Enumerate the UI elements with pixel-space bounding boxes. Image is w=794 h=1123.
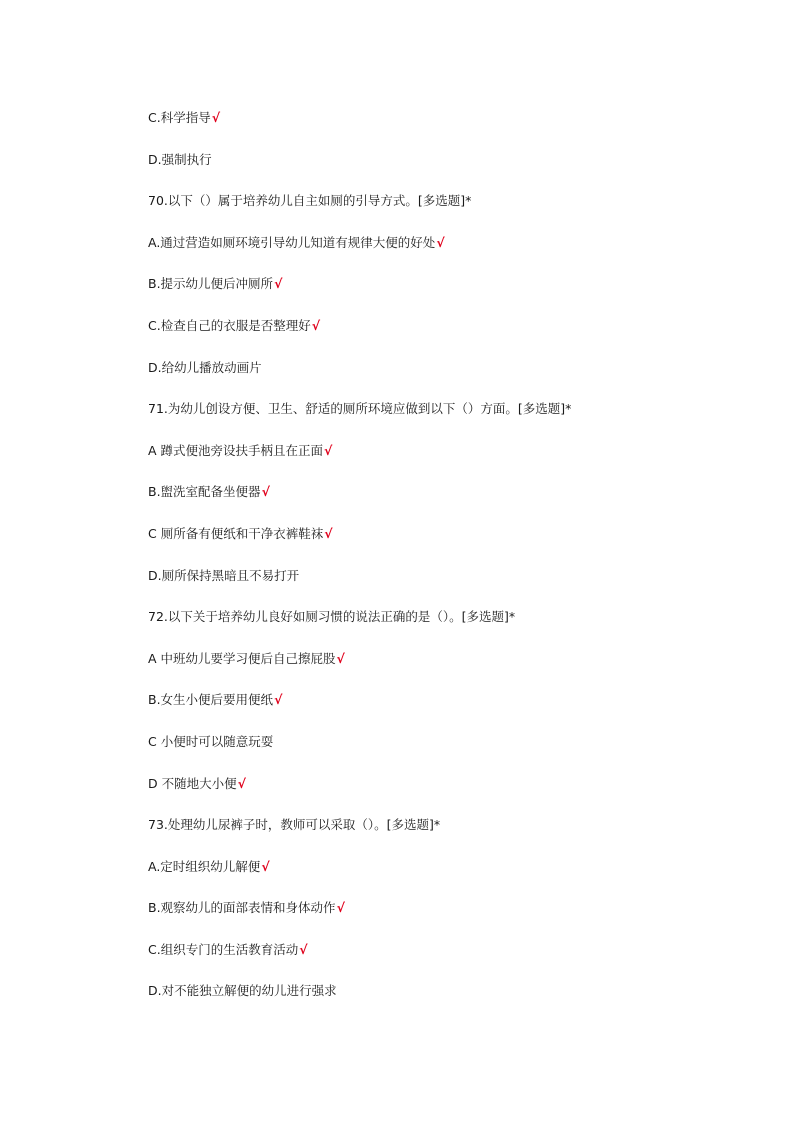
answer-option <box>148 690 748 732</box>
question-label: 70.以下（）属于培养幼儿自主如厕的引导方式。[多选题]* <box>148 193 472 209</box>
question-label: 73.处理幼儿尿裤子时，教师可以采取（）。[多选题]* <box>148 817 441 833</box>
option-label: A.定时组织幼儿解便 <box>148 858 261 874</box>
option-label: B.提示幼儿便后冲厕所 <box>148 276 274 292</box>
question-text <box>148 607 748 649</box>
option-label: B.观察幼儿的面部表情和身体动作 <box>148 900 336 916</box>
answer-option <box>148 774 748 816</box>
answer-option <box>148 441 748 483</box>
answer-option <box>148 649 748 691</box>
answer-option <box>148 274 748 316</box>
check-mark-icon: √ <box>436 234 445 250</box>
answer-option <box>148 940 748 982</box>
option-label: A.通过营造如厕环境引导幼儿知道有规律大便的好处 <box>148 234 436 250</box>
check-mark-icon: √ <box>324 442 333 458</box>
question-text <box>148 815 748 857</box>
check-mark-icon: √ <box>211 110 221 125</box>
check-mark-icon: √ <box>261 858 270 874</box>
document-page <box>148 108 748 1023</box>
check-mark-icon: √ <box>237 775 246 791</box>
option-label: A 蹲式便池旁设扶手柄且在正面 <box>148 442 324 458</box>
question-text <box>148 191 748 233</box>
answer-option <box>148 150 748 192</box>
option-label: C.检查自己的衣服是否整理好 <box>148 317 311 333</box>
check-mark-icon: √ <box>261 484 270 500</box>
option-label: D.厕所保持黑暗且不易打开 <box>148 567 300 583</box>
check-mark-icon: √ <box>336 650 345 666</box>
option-label: D 不随地大小便 <box>148 775 237 791</box>
answer-option <box>148 566 748 608</box>
option-label: A 中班幼儿要学习便后自己擦屁股 <box>148 650 336 666</box>
answer-option <box>148 981 748 1023</box>
check-mark-icon: √ <box>336 900 345 916</box>
check-mark-icon: √ <box>311 317 321 333</box>
option-label: C 小便时可以随意玩耍 <box>148 733 274 749</box>
question-text <box>148 399 748 441</box>
check-mark-icon: √ <box>274 276 283 292</box>
answer-option <box>148 316 748 358</box>
question-label: 71.为幼儿创设方便、卫生、舒适的厕所环境应做到以下（）方面。[多选题]* <box>148 401 572 417</box>
option-label: D.对不能独立解便的幼儿进行强求 <box>148 983 337 999</box>
answer-option <box>148 898 748 940</box>
option-label: C 厕所备有便纸和干净衣裤鞋袜 <box>148 525 324 541</box>
check-mark-icon: √ <box>299 941 308 957</box>
option-label: C.科学指导 <box>148 110 211 125</box>
option-label: D.强制执行 <box>148 151 212 167</box>
check-mark-icon: √ <box>324 525 333 541</box>
answer-option <box>148 233 748 275</box>
option-label: B.女生小便后要用便纸 <box>148 692 274 708</box>
option-label: C.组织专门的生活教育活动 <box>148 941 299 957</box>
answer-option <box>148 358 748 400</box>
option-label: B.盥洗室配备坐便器 <box>148 484 261 500</box>
check-mark-icon: √ <box>274 692 283 708</box>
option-label: D.给幼儿播放动画片 <box>148 359 262 375</box>
question-label: 72.以下关于培养幼儿良好如厕习惯的说法正确的是（）。[多选题]* <box>148 609 516 625</box>
answer-option <box>148 524 748 566</box>
answer-option <box>148 857 748 899</box>
answer-option <box>148 732 748 774</box>
answer-option <box>148 482 748 524</box>
answer-option <box>148 108 748 150</box>
